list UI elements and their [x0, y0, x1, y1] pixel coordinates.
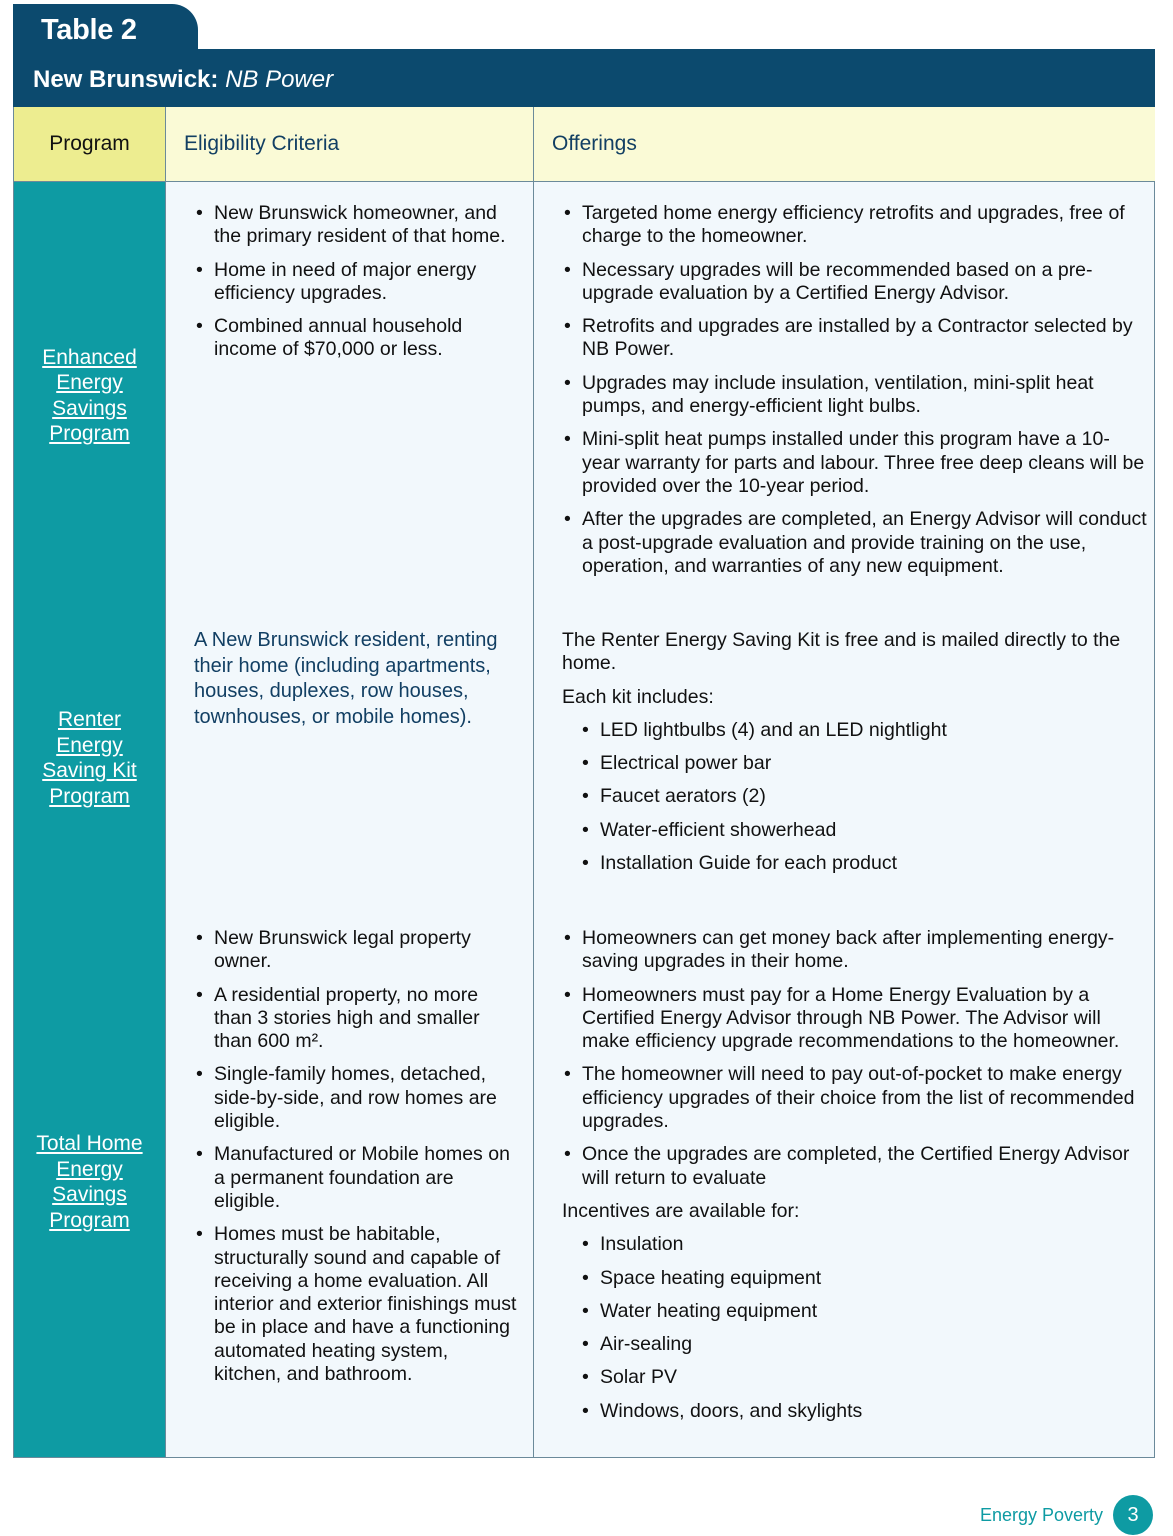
program-link-line: Program	[49, 784, 130, 808]
list-item: • Combined annual household income of $70,000 or less.	[194, 315, 519, 362]
list-item: • Installation Guide for each product	[580, 852, 1142, 875]
eligibility-text: A New Brunswick resident, renting their home (including apartments, houses, duplexes, row houses, townhouses, or mobile homes).	[194, 629, 498, 728]
list-item: • Necessary upgrades will be recommended based on a pre-upgrade evaluation by a Certified Energy Advisor.	[562, 259, 1147, 306]
program-link-line: Enhanced	[42, 345, 137, 369]
program-link-line: Energy	[56, 371, 123, 394]
list-item: • Home in need of major energy efficiency upgrades.	[194, 259, 519, 306]
header-program: Program	[14, 107, 165, 182]
offerings-list	[562, 202, 1147, 588]
table-row-total-home-energy-savings	[14, 907, 1154, 1457]
list-item: • Manufactured or Mobile homes on a permanent foundation are eligible.	[194, 1143, 519, 1213]
offerings-content	[562, 927, 1147, 1433]
program-link-total-home-energy-savings[interactable]	[36, 1131, 142, 1233]
offerings-cell	[533, 907, 1154, 1457]
list-item: • Electrical power bar	[580, 752, 1142, 775]
list-item: • The homeowner will need to pay out-of-pocket to make energy efficiency upgrades of their choice from the list of recommended upgrades.	[562, 1063, 1147, 1133]
list-item: • Homeowners must pay for a Home Energy Evaluation by a Certified Energy Advisor through NB Power. The Advisor will make efficiency upgrade recommendations to the homeowner.	[562, 984, 1147, 1054]
list-item: • Once the upgrades are completed, the Certified Energy Advisor will return to evaluate	[562, 1143, 1147, 1190]
program-cell	[14, 907, 165, 1457]
list-item: • New Brunswick legal property owner.	[194, 927, 519, 974]
program-link-line: Savings	[52, 396, 127, 420]
table-title-bar	[13, 49, 1155, 107]
program-link-line: Energy	[56, 1157, 123, 1181]
program-link-line: Saving Kit	[42, 759, 137, 782]
table-title	[33, 66, 333, 94]
program-link-line: Program	[49, 1208, 130, 1232]
offerings-intro: The Renter Energy Saving Kit is free and is mailed directly to the home.	[562, 629, 1121, 675]
page-footer	[980, 1495, 1153, 1535]
table-number: Table 2	[41, 14, 137, 46]
offerings-lead: Each kit includes:	[562, 685, 714, 708]
program-link-line: Renter	[57, 708, 122, 731]
eligibility-cell	[165, 907, 533, 1457]
eligibility-list	[194, 202, 519, 372]
page-number: 3	[1113, 1495, 1153, 1535]
table-row-enhanced-energy-savings	[14, 182, 1154, 610]
list-item: • LED lightbulbs (4) and an LED nightlight	[580, 719, 1142, 742]
list-item: • Retrofits and upgrades are installed by a Contractor selected by NB Power.	[562, 315, 1147, 362]
list-item: • Space heating equipment	[580, 1267, 1147, 1290]
list-item: • Homeowners can get money back after implementing energy-saving upgrades in their home.	[562, 927, 1147, 974]
list-item: • A residential property, no more than 3 stories high and smaller than 600 m².	[194, 984, 519, 1054]
program-cell	[14, 609, 165, 907]
table-row-renter-energy-saving-kit	[14, 609, 1154, 908]
list-item: • Windows, doors, and skylights	[580, 1400, 1147, 1423]
eligibility-cell	[165, 609, 533, 907]
header-eligibility: Eligibility Criteria	[165, 107, 533, 182]
list-item: • Solar PV	[580, 1366, 1147, 1389]
offerings-content	[562, 629, 1142, 885]
list-item: • Homes must be habitable, structurally sound and capable of receiving a home evaluation. All interior and exterior finishings must be in place and have a functioning automated heating system, kitchen, and bathroom.	[194, 1223, 519, 1386]
title-province: New Brunswick:	[33, 66, 219, 93]
program-link-line: Savings	[52, 1183, 127, 1206]
program-link-line: Total Home	[36, 1132, 143, 1155]
list-item: • Water-efficient showerhead	[580, 819, 1142, 842]
list-item: • Single-family homes, detached, side-by-side, and row homes are eligible.	[194, 1063, 519, 1133]
program-link-line: Energy	[56, 733, 123, 757]
programs-table	[13, 107, 1155, 1458]
eligibility-cell	[165, 182, 533, 609]
incentives-list	[580, 1233, 1147, 1423]
list-item: • New Brunswick homeowner, and the primary resident of that home.	[194, 202, 519, 249]
program-link-line: Program	[49, 422, 130, 445]
table-number-tab	[13, 4, 198, 54]
program-link-renter-energy-saving-kit[interactable]	[42, 707, 137, 809]
program-cell	[14, 182, 165, 609]
header-offerings: Offerings	[533, 107, 1155, 182]
footer-label: Energy Poverty	[979, 1504, 1103, 1525]
program-link-enhanced-energy-savings[interactable]	[42, 345, 137, 447]
list-item: • Faucet aerators (2)	[580, 785, 1142, 808]
list-item: • Insulation	[580, 1233, 1147, 1256]
list-item: • Targeted home energy efficiency retrofits and upgrades, free of charge to the homeowner.	[562, 202, 1147, 249]
offerings-cell	[533, 182, 1154, 609]
list-item: • Upgrades may include insulation, ventilation, mini-split heat pumps, and energy-efficient light bulbs.	[562, 372, 1147, 419]
offerings-cell	[533, 609, 1154, 907]
offerings-list	[562, 927, 1147, 1190]
incentives-lead: Incentives are available for:	[562, 1199, 800, 1222]
kit-items-list	[580, 719, 1142, 875]
list-item: • Mini-split heat pumps installed under this program have a 10-year warranty for parts and labour. Three free deep cleans will be provided over the 10-year period.	[562, 428, 1147, 498]
title-utility: NB Power	[225, 66, 334, 93]
eligibility-list	[194, 927, 519, 1396]
list-item: • Water heating equipment	[580, 1300, 1147, 1323]
list-item: • After the upgrades are completed, an Energy Advisor will conduct a post-upgrade evaluation and provide training on the use, operation, and warranties of any new equipment.	[562, 508, 1147, 578]
list-item: • Air-sealing	[580, 1333, 1147, 1356]
